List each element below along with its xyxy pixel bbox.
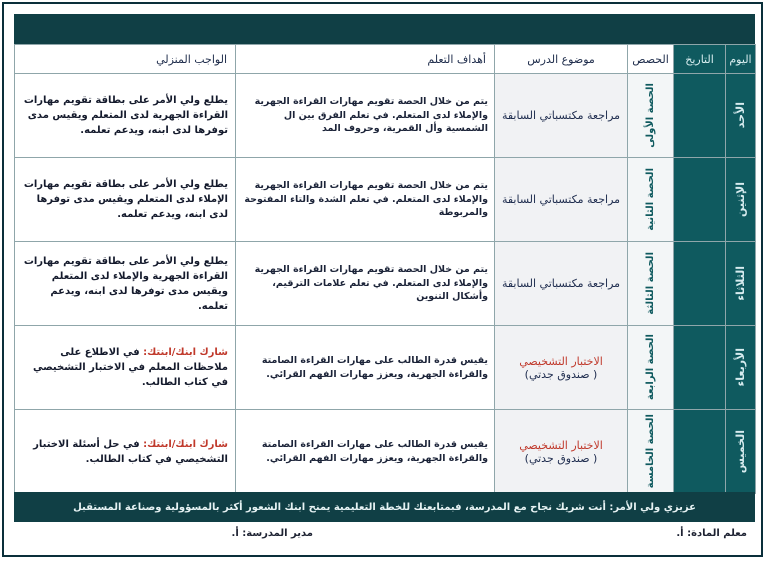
day-cell bbox=[726, 74, 756, 158]
day-cell bbox=[726, 242, 756, 326]
header-date: التاريخ bbox=[674, 45, 726, 74]
date-cell bbox=[674, 410, 726, 494]
header-topic: موضوع الدرس bbox=[495, 45, 628, 74]
topic-text: مراجعة مكتسباتي السابقة bbox=[501, 277, 621, 290]
session-label: الحصة الخامسة bbox=[645, 414, 656, 489]
table-row bbox=[15, 410, 756, 494]
session-cell bbox=[628, 326, 674, 410]
date-cell bbox=[674, 326, 726, 410]
topic-text: مراجعة مكتسباتي السابقة bbox=[501, 193, 621, 206]
session-cell bbox=[628, 242, 674, 326]
topic-title: الاختبار التشخيصي bbox=[519, 438, 603, 452]
homework-lead: شارك ابنك/ابنتك: bbox=[143, 347, 228, 358]
goals-cell: يتم من خلال الحصة تقويم مهارات القراءة الجهرية والإملاء لدى المتعلم. في تعلم الشدة والتاء المفتوحة والمربوطة bbox=[236, 158, 495, 242]
homework-cell: يطلع ولي الأمر على بطاقة تقويم مهارات القراءة الجهرية والإملاء لدى المتعلم ويقيس مدى توفرها لدى ابنه، ويدعم تعلمه. bbox=[15, 242, 236, 326]
top-banner bbox=[14, 14, 755, 44]
date-cell bbox=[674, 242, 726, 326]
goals-cell: يتم من خلال الحصة تقويم مهارات القراءة الجهرية والإملاء لدى المتعلم. في تعلم الفرق بين ال الشمسية وأل القمرية، وحروف المد bbox=[236, 74, 495, 158]
session-cell bbox=[628, 158, 674, 242]
parent-message: عزيزي ولي الأمر: أنت شريك نجاح مع المدرسة، فبمتابعتك للخطة التعليمية يمنح ابنك الشعور أكثر بالمسؤولية وصناعة المستقبل bbox=[73, 501, 696, 513]
goals-cell: يقيس قدرة الطالب على مهارات القراءة الصامتة والقراءة الجهرية، ويعزز مهارات الفهم القرائي. bbox=[236, 326, 495, 410]
homework-lead: شارك ابنك/ابنتك: bbox=[143, 438, 228, 450]
topic-text: مراجعة مكتسباتي السابقة bbox=[501, 109, 621, 122]
topic-cell bbox=[495, 326, 628, 410]
day-label: الخميس bbox=[734, 429, 747, 474]
topic-cell bbox=[495, 158, 628, 242]
day-cell bbox=[726, 158, 756, 242]
signature-row bbox=[14, 522, 755, 548]
homework-cell: يطلع ولي الأمر على بطاقة تقويم مهارات الإملاء لدى المتعلم ويقيس مدى توفرها لدى ابنه، ويدعم تعلمه. bbox=[15, 158, 236, 242]
session-label: الحصة الأولى bbox=[645, 83, 656, 148]
homework-cell bbox=[15, 410, 236, 494]
weekly-plan-table bbox=[14, 44, 756, 494]
day-label: الثلاثاء bbox=[734, 266, 747, 301]
day-label: الإثنين bbox=[734, 182, 747, 217]
goals-cell: يتم من خلال الحصة تقويم مهارات القراءة الجهرية والإملاء لدى المتعلم. في تعلم علامات الترقيم، وأشكال التنوين bbox=[236, 242, 495, 326]
topic-subtitle: ( صندوق جدتي) bbox=[524, 451, 598, 465]
day-cell bbox=[726, 410, 756, 494]
session-label: الحصة الرابعة bbox=[645, 334, 656, 401]
day-label: الأربعاء bbox=[734, 348, 747, 387]
parent-message-bar bbox=[14, 492, 755, 522]
topic-cell bbox=[495, 410, 628, 494]
topic-cell bbox=[495, 242, 628, 326]
session-cell bbox=[628, 410, 674, 494]
header-homework: الواجب المنزلي bbox=[15, 45, 236, 74]
topic-cell bbox=[495, 74, 628, 158]
session-label: الحصة الثالثة bbox=[645, 252, 656, 315]
goals-cell: يقيس قدرة الطالب على مهارات القراءة الصامتة والقراءة الجهرية، ويعزز مهارات الفهم القرائي. bbox=[236, 410, 495, 494]
date-cell bbox=[674, 158, 726, 242]
homework-text: في حل أسئلة الاختبار التشخيصي في كتاب الطالب. bbox=[33, 438, 228, 465]
date-cell bbox=[674, 74, 726, 158]
header-goals: أهداف التعلم bbox=[236, 45, 495, 74]
table-row bbox=[15, 242, 756, 326]
table-row bbox=[15, 158, 756, 242]
header-row bbox=[15, 45, 756, 74]
homework-cell: يطلع ولي الأمر على بطاقة تقويم مهارات القراءة الجهرية لدى المتعلم ويقيس مدى توفرها لدى ابنه، ويدعم تعلمه. bbox=[15, 74, 236, 158]
day-label: الأحد bbox=[734, 102, 747, 129]
table-row bbox=[15, 74, 756, 158]
session-cell bbox=[628, 74, 674, 158]
teacher-signature: معلم المادة: أ. bbox=[676, 528, 747, 539]
day-cell bbox=[726, 326, 756, 410]
table-row bbox=[15, 326, 756, 410]
topic-subtitle: ( صندوق جدتي) bbox=[524, 367, 598, 381]
principal-signature: مدير المدرسة: أ. bbox=[231, 528, 313, 539]
header-session: الحصص bbox=[628, 45, 674, 74]
topic-title: الاختبار التشخيصي bbox=[519, 354, 603, 368]
homework-text: في الاطلاع على ملاحظات المعلم في الاختبار التشخيصي في كتاب الطالب. bbox=[32, 347, 228, 388]
session-label: الحصة الثانية bbox=[645, 168, 656, 231]
header-day: اليوم bbox=[726, 45, 756, 74]
homework-cell bbox=[15, 326, 236, 410]
